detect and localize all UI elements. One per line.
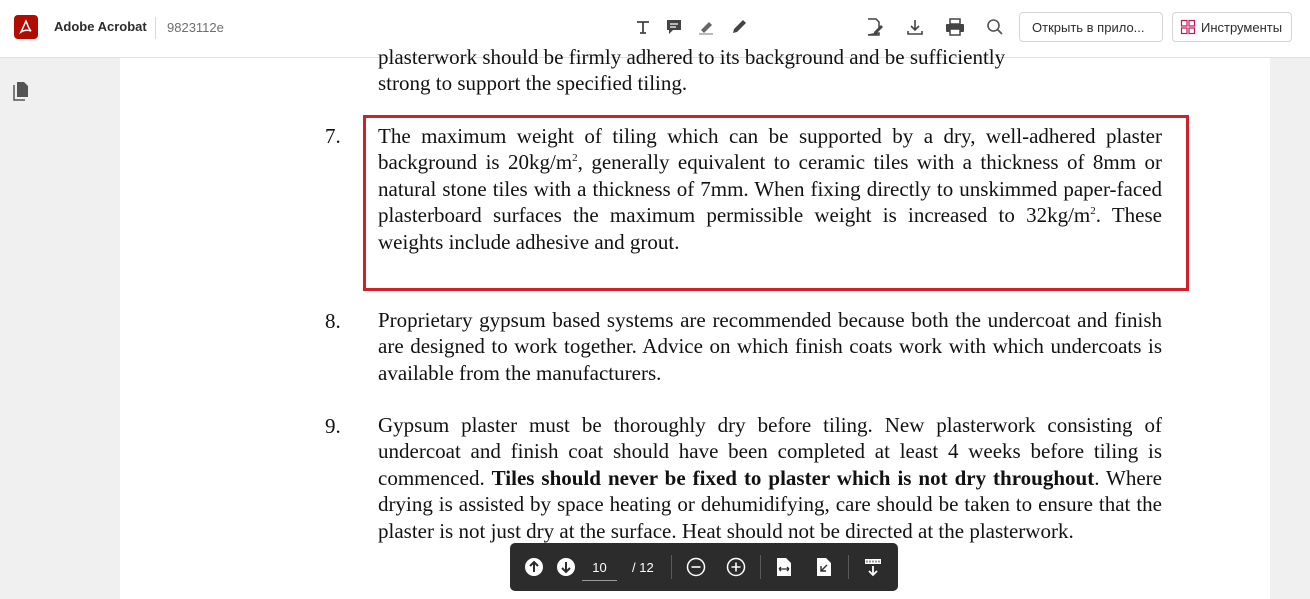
page-thumbnails-icon[interactable] bbox=[12, 81, 32, 101]
page-number-input[interactable] bbox=[582, 554, 617, 581]
highlight-box bbox=[363, 115, 1189, 291]
p7-text-b: , generally equivalent to ceramic tiles with a thickness of 8mm or natural stone tiles with a thickness of 7mm. When fixing directly to unskimmed paper-faced plasterboard surfaces the maximum permissible weight is increased to 32kg/m bbox=[378, 150, 1162, 228]
p9-text-a: Gypsum plaster must be thoroughly dry before tiling. New plasterwork consisting of undercoat and finish coat should have been completed at least 4 weeks before tiling is commenced. bbox=[378, 413, 1162, 490]
p7-superscript-2: 2 bbox=[1090, 205, 1096, 218]
search-icon[interactable] bbox=[983, 15, 1007, 39]
fit-page-icon[interactable] bbox=[812, 555, 836, 579]
next-page-icon[interactable] bbox=[554, 555, 578, 579]
nav-divider bbox=[671, 555, 672, 579]
print-icon[interactable] bbox=[943, 15, 967, 39]
total-pages: / 12 bbox=[632, 560, 654, 575]
open-in-app-label: Открыть в прило... bbox=[1032, 19, 1145, 35]
app-title: Adobe Acrobat bbox=[54, 19, 147, 34]
comment-tool-icon[interactable] bbox=[662, 15, 686, 39]
acrobat-logo-icon bbox=[14, 15, 38, 39]
scroll-mode-icon[interactable] bbox=[861, 555, 885, 579]
fit-width-icon[interactable] bbox=[772, 555, 796, 579]
tools-button[interactable] bbox=[1172, 12, 1292, 42]
p7-text-a: The maximum weight of tiling which can be supported by a dry, well-adhered plaster background is 20kg/m bbox=[378, 124, 1162, 175]
tools-label: Инструменты bbox=[1201, 19, 1283, 35]
zoom-out-icon[interactable] bbox=[684, 555, 708, 579]
p6-line-2: strong to support the specified tiling. bbox=[378, 71, 688, 96]
previous-page-icon[interactable] bbox=[522, 555, 546, 579]
paragraph-9 bbox=[378, 412, 1162, 544]
paragraph-7-number: 7. bbox=[325, 124, 341, 148]
paragraph-6-tail bbox=[378, 44, 1162, 97]
draw-tool-icon[interactable] bbox=[727, 15, 751, 39]
nav-divider bbox=[760, 555, 761, 579]
right-gutter bbox=[1270, 58, 1310, 599]
title-divider bbox=[155, 17, 156, 39]
add-text-tool-icon[interactable] bbox=[631, 15, 655, 39]
tools-grid-icon bbox=[1181, 20, 1195, 34]
nav-divider bbox=[848, 555, 849, 579]
paragraph-8: Proprietary gypsum based systems are recommended because both the undercoat and finish are designed to work together. Advice on which finish coats work with which undercoats is available from the manufacturers. bbox=[378, 308, 1162, 385]
download-icon[interactable] bbox=[903, 15, 927, 39]
pdf-page bbox=[120, 45, 1270, 599]
p9-bold-text: Tiles should never be fixed to plaster which is not dry throughout bbox=[491, 465, 1095, 490]
edit-pdf-icon[interactable] bbox=[862, 15, 886, 39]
p9-text-b: . Where drying is assisted by space heating or dehumidifying, care should be taken to ensure that the plaster is not just dry at the surface. Heat should not be directed at the plasterwork. bbox=[378, 465, 1162, 543]
paragraph-8-number: 8. bbox=[325, 309, 341, 333]
highlight-tool-icon[interactable] bbox=[694, 15, 718, 39]
p6-line-1: plasterwork should be firmly adhered to its background and be sufficiently bbox=[378, 45, 1006, 69]
p7-superscript-1: 2 bbox=[572, 152, 578, 165]
open-in-app-button[interactable] bbox=[1019, 12, 1163, 42]
p7-text-c: . These weights include adhesive and grout. bbox=[378, 203, 1162, 254]
zoom-in-icon[interactable] bbox=[724, 555, 748, 579]
page-navigation-bar bbox=[510, 543, 898, 591]
document-name[interactable]: 9823112e bbox=[167, 20, 224, 35]
paragraph-9-number: 9. bbox=[325, 414, 341, 438]
left-sidebar bbox=[0, 58, 120, 599]
